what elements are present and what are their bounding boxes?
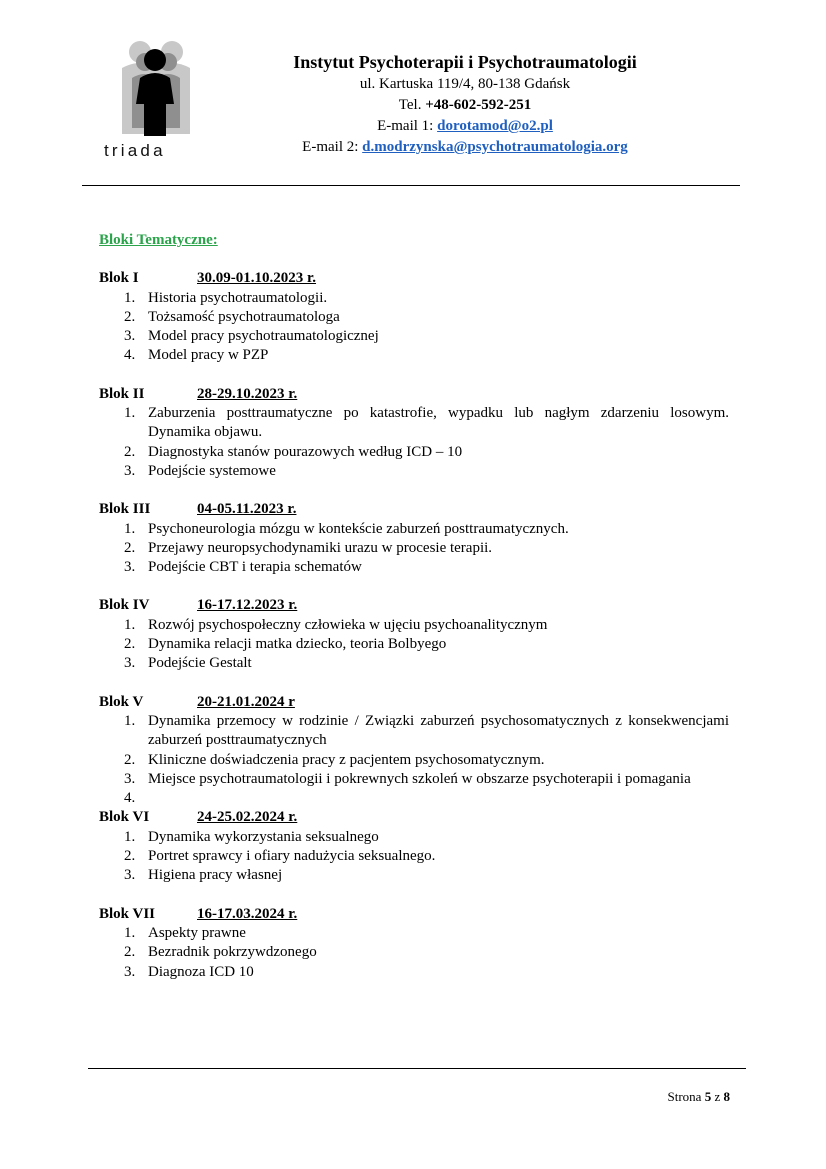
topic-number: 1. [124, 924, 136, 941]
topic-item [99, 462, 729, 481]
topic-item [99, 443, 729, 462]
topic-item [99, 539, 729, 558]
topic-list [99, 289, 729, 366]
topic-number: 2. [124, 308, 136, 325]
block-date: 04-05.11.2023 r. [197, 501, 297, 518]
topic-number: 2. [124, 848, 136, 865]
topic-list [99, 924, 729, 982]
topic-number: 3. [124, 770, 136, 787]
topic-text: Diagnoza ICD 10 [148, 963, 254, 980]
institute-name: Instytut Psychoterapii i Psychotraumatologii [293, 52, 637, 72]
topic-item [99, 520, 729, 539]
topic-text: Miejsce psychotraumatologii i pokrewnych szkoleń w obszarze psychoterapii i pomagania [148, 770, 691, 787]
topic-text: Podejście systemowe [148, 462, 276, 479]
page-separator: z [711, 1089, 724, 1104]
blocks-list [99, 269, 729, 982]
topic-item [99, 751, 729, 770]
footer-divider [88, 1068, 746, 1069]
topic-list [99, 520, 729, 578]
topic-item [99, 616, 729, 635]
block [99, 596, 729, 673]
topic-item [99, 963, 729, 982]
topic-number: 2. [124, 539, 136, 556]
page-total: 8 [723, 1089, 730, 1104]
topic-item [99, 943, 729, 962]
topic-number: 3. [124, 655, 136, 672]
topic-text: Psychoneurologia mózgu w kontekście zaburzeń posttraumatycznych. [148, 520, 569, 537]
block-name: Blok I [99, 270, 139, 287]
institute-header [230, 50, 700, 158]
block [99, 500, 729, 577]
topic-text: Rozwój psychospołeczny człowieka w ujęciu psychoanalitycznym [148, 616, 548, 633]
logo-text: triada [104, 141, 166, 160]
page-footer [668, 1089, 730, 1105]
topic-item [99, 712, 729, 751]
topic-text: Podejście Gestalt [148, 655, 252, 672]
email1-link[interactable]: dorotamod@o2.pl [437, 118, 553, 134]
section-title: Bloki Tematyczne: [99, 232, 218, 248]
block-heading [99, 693, 729, 712]
email1-label: E-mail 1: [377, 118, 438, 134]
topic-text: Przejawy neuropsychodynamiki urazu w procesie terapii. [148, 539, 493, 556]
block-date: 24-25.02.2024 r. [197, 809, 298, 826]
block-heading [99, 905, 729, 924]
email2-link[interactable]: d.modrzynska@psychotraumatologia.org [362, 139, 628, 155]
topic-item [99, 308, 729, 327]
page-label: Strona [667, 1089, 705, 1104]
block [99, 385, 729, 481]
topic-item [99, 789, 729, 808]
topic-item [99, 866, 729, 885]
topic-text: Podejście CBT i terapia schematów [148, 559, 362, 576]
block-name: Blok IV [99, 597, 150, 614]
topic-item [99, 924, 729, 943]
block-heading [99, 269, 729, 288]
topic-item [99, 289, 729, 308]
topic-item [99, 770, 729, 789]
topic-number: 1. [124, 520, 136, 537]
topic-text: Kliniczne doświadczenia pracy z pacjentem psychosomatycznym. [148, 751, 545, 768]
topic-text: Historia psychotraumatologii. [148, 289, 328, 306]
email1-line [230, 116, 700, 137]
topic-text: Model pracy psychotraumatologicznej [148, 328, 379, 345]
topic-item [99, 635, 729, 654]
topic-number: 2. [124, 443, 136, 460]
block-date: 16-17.03.2024 r. [197, 905, 298, 922]
topic-text: Higiena pracy własnej [148, 867, 283, 884]
topic-text: Portret sprawcy i ofiary nadużycia seksualnego. [148, 848, 436, 865]
block-date: 30.09-01.10.2023 r. [197, 270, 317, 287]
topic-number: 1. [124, 289, 136, 306]
document-body [99, 231, 729, 1001]
topic-number: 2. [124, 636, 136, 653]
block-heading [99, 385, 729, 404]
topic-number: 3. [124, 559, 136, 576]
topic-item [99, 346, 729, 365]
topic-text: Zaburzenia posttraumatyczne po katastrofie, wypadku lub nagłym zdarzeniu losowym. Dynamika objawu. [148, 405, 729, 441]
topic-number: 2. [124, 751, 136, 768]
block [99, 905, 729, 982]
email2-line [230, 137, 700, 158]
topic-text: Tożsamość psychotraumatologa [148, 308, 340, 325]
topic-number: 3. [124, 462, 136, 479]
topic-text: Aspekty prawne [148, 924, 246, 941]
institute-address: ul. Kartuska 119/4, 80-138 Gdańsk [359, 76, 571, 92]
topic-list [99, 616, 729, 674]
block-name: Blok III [99, 501, 151, 518]
block-date: 16-17.12.2023 r. [197, 597, 298, 614]
topic-number: 3. [124, 963, 136, 980]
block-name: Blok VI [99, 809, 150, 826]
topic-number: 4. [124, 790, 136, 807]
phone-label: Tel. [398, 97, 426, 113]
topic-number: 3. [124, 328, 136, 345]
topic-list [99, 828, 729, 886]
topic-number: 1. [124, 712, 136, 729]
block [99, 808, 729, 885]
block [99, 693, 729, 809]
topic-item [99, 327, 729, 346]
topic-item [99, 654, 729, 673]
page-number: 5 [704, 1089, 712, 1104]
block-heading [99, 808, 729, 827]
topic-item [99, 558, 729, 577]
topic-text: Bezradnik pokrzywdzonego [148, 944, 317, 961]
topic-text: Diagnostyka stanów pourazowych według ICD – 10 [148, 443, 463, 460]
topic-number: 3. [124, 867, 136, 884]
topic-item [99, 828, 729, 847]
header-divider [82, 185, 740, 186]
block-heading [99, 596, 729, 615]
topic-text: Dynamika przemocy w rodzinie / Związki zaburzeń psychosomatycznych z konsekwencjami zaburzeń posttraumatycznych [148, 712, 729, 749]
topic-text: Dynamika relacji matka dziecko, teoria Bolbyego [148, 636, 447, 653]
topic-item [99, 404, 729, 443]
block [99, 269, 729, 365]
phone-number: +48-602-592-251 [425, 97, 532, 113]
topic-number: 1. [124, 405, 136, 422]
block-name: Blok VII [99, 905, 156, 922]
block-name: Blok V [99, 693, 144, 710]
block-heading [99, 500, 729, 519]
phone-line [230, 95, 700, 116]
email2-label: E-mail 2: [302, 139, 363, 155]
block-date: 20-21.01.2024 r [197, 693, 295, 710]
topic-number: 1. [124, 616, 136, 633]
block-date: 28-29.10.2023 r. [197, 385, 298, 402]
topic-number: 4. [124, 347, 136, 364]
topic-list [99, 712, 729, 808]
topic-text: Model pracy w PZP [148, 347, 269, 364]
topic-item [99, 847, 729, 866]
topic-text: Dynamika wykorzystania seksualnego [148, 828, 379, 845]
topic-number: 1. [124, 828, 136, 845]
block-name: Blok II [99, 385, 145, 402]
topic-number: 2. [124, 944, 136, 961]
topic-list [99, 404, 729, 481]
